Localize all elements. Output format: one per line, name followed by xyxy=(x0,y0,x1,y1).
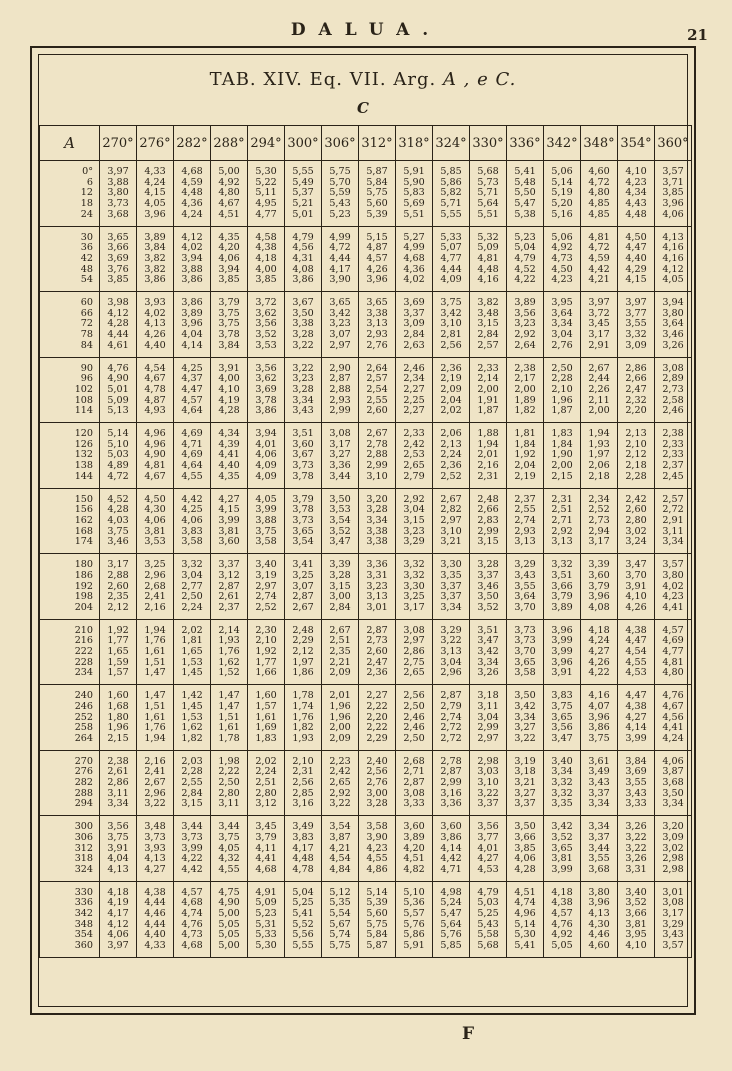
value-cell: 4,16 4,07 3,96 3,86 3,75 xyxy=(581,685,618,751)
value-cell: 2,38 2,17 2,00 1,89 1,82 xyxy=(507,357,544,423)
value-cell: 1,60 1,57 1,61 1,69 1,83 xyxy=(248,685,285,751)
value-cell: 4,51 4,74 4,96 5,14 5,30 5,41 xyxy=(507,881,544,957)
value-cell: 3,60 3,86 4,14 4,42 4,71 xyxy=(433,816,470,882)
value-cell: 4,18 4,38 4,57 4,76 4,92 5,05 xyxy=(544,881,581,957)
value-cell: 2,50 2,28 2,10 1,96 1,87 xyxy=(544,357,581,423)
value-cell: 4,99 4,72 4,44 4,17 3,90 xyxy=(322,226,359,292)
value-cell: 2,02 1,81 1,65 1,53 1,45 xyxy=(174,619,211,685)
value-cell: 2,10 2,31 2,56 2,85 3,16 xyxy=(285,750,322,816)
value-cell: 3,19 3,18 3,21 3,27 3,37 xyxy=(507,750,544,816)
value-cell: 2,87 2,73 2,60 2,47 2,36 xyxy=(359,619,396,685)
column-header: 348° xyxy=(581,126,618,161)
value-cell: 4,50 4,47 4,40 4,29 4,15 xyxy=(618,226,655,292)
value-cell: 3,22 3,23 3,28 3,34 3,43 xyxy=(285,357,322,423)
value-cell: 3,61 3,49 3,43 3,37 3,34 xyxy=(581,750,618,816)
value-cell: 4,60 4,72 4,80 4,85 4,85 xyxy=(581,161,618,227)
value-cell: 4,12 4,02 3,94 3,88 3,86 xyxy=(174,226,211,292)
value-cell: 4,38 4,47 4,54 4,55 4,53 xyxy=(618,619,655,685)
value-cell: 3,97 3,77 3,55 3,32 3,09 xyxy=(618,292,655,358)
value-cell: 3,40 3,19 2,97 2,74 2,52 xyxy=(248,554,285,620)
value-cell: 4,34 4,39 4,41 4,40 4,35 xyxy=(211,423,248,489)
value-cell: 2,78 2,87 2,99 3,16 3,36 xyxy=(433,750,470,816)
value-cell: 2,13 2,10 2,12 2,18 2,28 xyxy=(618,423,655,489)
value-cell: 3,54 3,87 4,21 4,54 4,84 xyxy=(322,816,359,882)
column-header: 282° xyxy=(174,126,211,161)
signature-mark: F xyxy=(462,1024,475,1044)
value-cell: 3,50 3,53 3,54 3,52 3,47 xyxy=(322,488,359,554)
value-cell: 3,32 3,32 3,30 3,25 3,17 xyxy=(396,554,433,620)
value-cell: 1,98 2,22 2,50 2,80 3,11 xyxy=(211,750,248,816)
row-argument-cell: 210 216 222 228 234 xyxy=(40,619,100,685)
row-argument-cell: 240 246 252 258 264 xyxy=(40,685,100,751)
value-cell: 4,98 5,24 5,47 5,64 5,76 5,85 xyxy=(433,881,470,957)
table-row-group xyxy=(40,292,692,358)
value-cell: 5,15 4,87 4,57 4,26 3,96 xyxy=(359,226,396,292)
column-header: 288° xyxy=(211,126,248,161)
value-cell: 2,56 2,50 2,46 2,46 2,50 xyxy=(396,685,433,751)
value-cell: 1,88 1,94 2,01 2,16 2,31 xyxy=(470,423,507,489)
value-cell: 3,01 3,08 3,17 3,29 3,43 3,57 xyxy=(655,881,692,957)
value-cell: 3,42 3,52 3,65 3,81 3,99 xyxy=(544,816,581,882)
value-cell: 2,23 2,42 2,65 2,92 3,22 xyxy=(322,750,359,816)
value-cell: 5,68 5,73 5,71 5,64 5,51 xyxy=(470,161,507,227)
value-cell: 4,54 4,67 4,78 4,87 4,93 xyxy=(137,357,174,423)
value-cell: 3,08 3,17 3,27 3,36 3,44 xyxy=(322,423,359,489)
value-cell: 4,76 4,90 5,01 5,09 5,13 xyxy=(100,357,137,423)
table-row-group xyxy=(40,357,692,423)
value-cell: 1,83 1,84 1,90 2,00 2,15 xyxy=(544,423,581,489)
column-header: 342° xyxy=(544,126,581,161)
value-cell: 3,79 3,75 3,75 3,78 3,84 xyxy=(211,292,248,358)
value-cell: 2,34 2,52 2,73 2,94 3,17 xyxy=(581,488,618,554)
header-row xyxy=(40,126,692,161)
value-cell: 3,56 3,75 3,91 4,04 4,13 xyxy=(100,816,137,882)
value-cell: 3,89 3,56 3,23 2,92 2,64 xyxy=(507,292,544,358)
value-cell: 4,05 3,99 3,88 3,75 3,58 xyxy=(248,488,285,554)
value-cell: 3,18 3,11 3,04 2,99 2,97 xyxy=(470,685,507,751)
value-cell: 4,68 4,59 4,48 4,36 4,24 xyxy=(174,161,211,227)
value-cell: 2,33 2,14 2,00 1,91 1,87 xyxy=(470,357,507,423)
value-cell: 5,41 5,48 5,50 5,47 5,38 xyxy=(507,161,544,227)
value-cell: 3,94 4,01 4,06 4,09 4,09 xyxy=(248,423,285,489)
value-cell: 5,06 4,92 4,73 4,50 4,23 xyxy=(544,226,581,292)
value-cell: 2,16 2,41 2,67 2,96 3,22 xyxy=(137,750,174,816)
page-header xyxy=(0,20,732,44)
value-cell: 3,47 3,70 3,91 4,10 4,26 xyxy=(618,554,655,620)
value-cell: 3,44 3,73 3,99 4,22 4,42 xyxy=(174,816,211,882)
value-cell: 3,65 3,66 3,69 3,76 3,85 xyxy=(100,226,137,292)
value-cell: 2,64 2,57 2,54 2,55 2,60 xyxy=(359,357,396,423)
value-cell: 2,67 2,51 2,35 2,21 2,09 xyxy=(322,619,359,685)
value-cell: 4,79 4,56 4,31 4,08 3,86 xyxy=(285,226,322,292)
value-cell: 2,57 2,72 2,91 3,11 3,34 xyxy=(655,488,692,554)
column-header: 294° xyxy=(248,126,285,161)
value-cell: 4,33 4,24 4,15 4,05 3,96 xyxy=(137,161,174,227)
value-cell: 5,75 5,70 5,59 5,43 5,23 xyxy=(322,161,359,227)
value-cell: 3,94 3,80 3,64 3,46 3,26 xyxy=(655,292,692,358)
value-cell: 2,90 2,87 2,88 2,93 2,99 xyxy=(322,357,359,423)
column-header: 360° xyxy=(655,126,692,161)
value-cell: 2,67 2,78 2,88 2,99 3,10 xyxy=(359,423,396,489)
table-row-group xyxy=(40,750,692,816)
value-cell: 3,08 2,97 2,86 2,75 2,65 xyxy=(396,619,433,685)
value-cell: 2,67 2,82 2,97 3,10 3,21 xyxy=(433,488,470,554)
value-cell: 3,39 3,60 3,79 3,96 4,08 xyxy=(581,554,618,620)
value-cell: 3,57 3,71 3,85 3,96 4,06 xyxy=(655,161,692,227)
value-cell: 4,38 4,44 4,46 4,44 4,40 4,33 xyxy=(137,881,174,957)
value-cell: 3,86 3,89 3,96 4,04 4,14 xyxy=(174,292,211,358)
value-cell: 3,50 3,66 3,85 4,06 4,28 xyxy=(507,816,544,882)
value-cell: 5,30 5,22 5,11 4,95 4,77 xyxy=(248,161,285,227)
value-cell: 4,25 4,37 4,47 4,57 4,64 xyxy=(174,357,211,423)
value-cell: 5,10 5,36 5,57 5,76 5,86 5,91 xyxy=(396,881,433,957)
value-cell: 2,31 2,51 2,71 2,92 3,13 xyxy=(544,488,581,554)
value-cell: 2,03 2,28 2,55 2,84 3,15 xyxy=(174,750,211,816)
value-cell: 1,81 1,84 1,92 2,04 2,19 xyxy=(507,423,544,489)
value-cell: 4,81 4,72 4,59 4,42 4,21 xyxy=(581,226,618,292)
value-cell: 3,29 3,43 3,55 3,64 3,70 xyxy=(507,554,544,620)
table-row-group xyxy=(40,226,692,292)
value-cell: 3,56 3,62 3,69 3,78 3,86 xyxy=(248,357,285,423)
value-cell: 2,30 2,10 1,92 1,77 1,66 xyxy=(248,619,285,685)
value-cell: 3,29 3,22 3,13 3,04 2,96 xyxy=(433,619,470,685)
value-cell: 5,33 5,07 4,77 4,44 4,09 xyxy=(433,226,470,292)
value-cell: 4,75 4,90 5,00 5,05 5,05 5,00 xyxy=(211,881,248,957)
value-cell: 3,36 3,31 3,23 3,13 3,01 xyxy=(359,554,396,620)
value-cell: 5,91 5,90 5,83 5,69 5,51 xyxy=(396,161,433,227)
value-cell: 3,40 3,34 3,32 3,32 3,35 xyxy=(544,750,581,816)
value-cell: 5,00 4,92 4,80 4,67 4,51 xyxy=(211,161,248,227)
value-cell: 3,91 4,00 4,10 4,19 4,28 xyxy=(211,357,248,423)
value-cell: 1,47 1,47 1,51 1,61 1,78 xyxy=(211,685,248,751)
value-cell: 3,25 2,96 2,68 2,41 2,16 xyxy=(137,554,174,620)
value-cell: 4,35 4,20 4,06 3,94 3,85 xyxy=(211,226,248,292)
value-cell: 4,50 4,30 4,06 3,81 3,53 xyxy=(137,488,174,554)
value-cell: 4,06 3,87 3,68 3,50 3,34 xyxy=(655,750,692,816)
value-cell: 2,46 2,34 2,27 2,25 2,27 xyxy=(396,357,433,423)
running-title: DALUA. xyxy=(290,20,442,40)
column-header: 276° xyxy=(137,126,174,161)
value-cell: 1,60 1,68 1,80 1,96 2,15 xyxy=(100,685,137,751)
value-cell: 3,75 3,42 3,10 2,81 2,56 xyxy=(433,292,470,358)
value-cell: 3,34 3,37 3,44 3,55 3,68 xyxy=(581,816,618,882)
value-cell: 3,51 3,60 3,67 3,73 3,78 xyxy=(285,423,322,489)
column-header: 318° xyxy=(396,126,433,161)
value-cell: 2,98 3,03 3,10 3,22 3,37 xyxy=(470,750,507,816)
table-row-group xyxy=(40,619,692,685)
value-cell: 2,92 3,04 3,15 3,23 3,29 xyxy=(396,488,433,554)
value-cell: 3,44 3,75 4,05 4,32 4,55 xyxy=(211,816,248,882)
value-cell: 2,37 2,55 2,74 2,93 3,13 xyxy=(507,488,544,554)
row-argument-cell: 330 336 342 348 354 360 xyxy=(40,881,100,957)
value-cell: 3,93 4,02 4,13 4,26 4,40 xyxy=(137,292,174,358)
value-cell: 2,86 2,66 2,47 2,32 2,20 xyxy=(618,357,655,423)
value-cell: 3,50 3,42 3,34 3,27 3,22 xyxy=(507,685,544,751)
value-cell: 4,79 5,03 5,25 5,43 5,58 5,68 xyxy=(470,881,507,957)
table-frame xyxy=(30,46,696,1015)
table-title xyxy=(39,69,687,90)
value-cell: 3,79 3,78 3,73 3,65 3,54 xyxy=(285,488,322,554)
row-argument-cell: 90 96 102 108 114 xyxy=(40,357,100,423)
row-argument-cell: 150 156 162 168 174 xyxy=(40,488,100,554)
value-cell: 1,42 1,45 1,53 1,62 1,82 xyxy=(174,685,211,751)
value-cell: 5,27 4,99 4,68 4,36 4,02 xyxy=(396,226,433,292)
value-cell: 3,28 3,37 3,46 3,50 3,52 xyxy=(470,554,507,620)
value-cell: 2,33 2,42 2,53 2,65 2,79 xyxy=(396,423,433,489)
value-cell: 2,02 2,24 2,51 2,80 3,12 xyxy=(248,750,285,816)
value-cell: 3,37 3,12 2,87 2,61 2,37 xyxy=(211,554,248,620)
value-cell: 4,91 5,09 5,23 5,31 5,33 5,30 xyxy=(248,881,285,957)
value-cell: 4,69 4,71 4,69 4,64 4,55 xyxy=(174,423,211,489)
table-title-prefix: TAB. XIV. Eq. VII. Arg. xyxy=(209,69,437,90)
equation-table xyxy=(39,125,692,958)
row-argument-cell: 180 186 192 198 204 xyxy=(40,554,100,620)
value-cell: 2,01 1,96 1,96 2,00 2,09 xyxy=(322,685,359,751)
table-row-group xyxy=(40,161,692,227)
row-argument-header: A xyxy=(40,126,100,161)
column-header: 324° xyxy=(433,126,470,161)
value-cell: 4,96 4,96 4,90 4,81 4,67 xyxy=(137,423,174,489)
value-cell: 2,40 2,56 2,76 3,00 3,28 xyxy=(359,750,396,816)
column-header: 336° xyxy=(507,126,544,161)
value-cell: 2,14 1,93 1,76 1,62 1,52 xyxy=(211,619,248,685)
value-cell: 3,26 3,22 3,22 3,26 3,31 xyxy=(618,816,655,882)
value-cell: 3,41 3,25 3,07 2,87 2,67 xyxy=(285,554,322,620)
value-cell: 2,68 2,71 2,87 3,08 3,33 xyxy=(396,750,433,816)
value-cell: 3,51 3,47 3,42 3,34 3,26 xyxy=(470,619,507,685)
value-cell: 3,80 3,96 4,13 4,30 4,46 4,60 xyxy=(581,881,618,957)
value-cell: 2,38 2,33 2,33 2,37 2,45 xyxy=(655,423,692,489)
value-cell: 3,32 3,04 2,77 2,50 2,24 xyxy=(174,554,211,620)
value-cell: 3,69 3,37 3,09 2,84 2,63 xyxy=(396,292,433,358)
value-cell: 5,87 5,84 5,75 5,60 5,39 xyxy=(359,161,396,227)
row-argument-cell: 120 126 132 138 144 xyxy=(40,423,100,489)
value-cell: 5,12 5,35 5,54 5,67 5,74 5,75 xyxy=(322,881,359,957)
value-cell: 5,06 5,14 5,19 5,20 5,16 xyxy=(544,161,581,227)
value-cell: 2,27 2,22 2,20 2,22 2,29 xyxy=(359,685,396,751)
value-cell: 3,60 3,89 4,20 4,51 4,82 xyxy=(396,816,433,882)
value-cell: 3,67 3,50 3,38 3,28 3,22 xyxy=(285,292,322,358)
value-cell: 3,39 3,28 3,15 3,00 2,84 xyxy=(322,554,359,620)
value-cell: 2,36 2,19 2,09 2,04 2,02 xyxy=(433,357,470,423)
value-cell: 3,20 3,09 3,02 2,98 2,98 xyxy=(655,816,692,882)
table-row-group xyxy=(40,423,692,489)
value-cell: 3,30 3,35 3,37 3,37 3,34 xyxy=(433,554,470,620)
value-cell: 3,82 3,48 3,15 2,84 2,57 xyxy=(470,292,507,358)
value-cell: 3,98 4,12 4,28 4,44 4,61 xyxy=(100,292,137,358)
value-cell: 3,57 3,80 4,02 4,23 4,41 xyxy=(655,554,692,620)
value-cell: 2,48 2,29 2,12 1,97 1,86 xyxy=(285,619,322,685)
value-cell: 2,67 2,44 2,26 2,11 2,00 xyxy=(581,357,618,423)
table-row-group xyxy=(40,554,692,620)
value-cell: 4,47 4,38 4,27 4,14 3,99 xyxy=(618,685,655,751)
column-argument-label: C xyxy=(357,99,369,117)
column-header: 306° xyxy=(322,126,359,161)
table-inner-frame xyxy=(38,54,688,1007)
value-cell: 3,58 3,90 4,23 4,55 4,86 xyxy=(359,816,396,882)
row-argument-cell: 300 306 312 318 324 xyxy=(40,816,100,882)
value-cell: 3,83 3,75 3,65 3,56 3,47 xyxy=(544,685,581,751)
value-cell: 1,94 1,93 1,97 2,06 2,18 xyxy=(581,423,618,489)
value-cell: 3,97 3,72 3,45 3,17 2,91 xyxy=(581,292,618,358)
value-cell: 2,48 2,66 2,83 2,99 3,15 xyxy=(470,488,507,554)
value-cell: 2,87 2,79 2,74 2,72 2,72 xyxy=(433,685,470,751)
table-body xyxy=(40,161,692,958)
value-cell: 3,48 3,73 3,93 4,13 4,27 xyxy=(137,816,174,882)
value-cell: 5,55 5,49 5,37 5,21 5,01 xyxy=(285,161,322,227)
value-cell: 3,72 3,62 3,56 3,52 3,53 xyxy=(248,292,285,358)
value-cell: 4,57 4,69 4,77 4,81 4,80 xyxy=(655,619,692,685)
value-cell: 3,95 3,64 3,34 3,04 2,76 xyxy=(544,292,581,358)
value-cell: 3,89 3,84 3,82 3,82 3,86 xyxy=(137,226,174,292)
value-cell: 4,76 4,67 4,56 4,41 4,24 xyxy=(655,685,692,751)
row-argument-cell: 0° 6 12 18 24 xyxy=(40,161,100,227)
value-cell: 5,23 5,04 4,79 4,52 4,22 xyxy=(507,226,544,292)
table-row-group xyxy=(40,685,692,751)
value-cell: 1,47 1,51 1,61 1,76 1,94 xyxy=(137,685,174,751)
value-cell: 4,42 4,25 4,06 3,83 3,58 xyxy=(174,488,211,554)
value-cell: 4,13 4,16 4,16 4,12 4,05 xyxy=(655,226,692,292)
column-header: 270° xyxy=(100,126,137,161)
column-header: 312° xyxy=(359,126,396,161)
table-row-group xyxy=(40,881,692,957)
value-cell: 4,18 4,24 4,27 4,26 4,22 xyxy=(581,619,618,685)
value-cell: 5,14 5,39 5,60 5,75 5,84 5,87 xyxy=(359,881,396,957)
value-cell: 3,97 3,88 3,80 3,73 3,68 xyxy=(100,161,137,227)
row-argument-cell: 60 66 72 78 84 xyxy=(40,292,100,358)
value-cell: 5,04 5,25 5,41 5,52 5,56 5,55 xyxy=(285,881,322,957)
value-cell: 1,92 1,77 1,65 1,59 1,57 xyxy=(100,619,137,685)
value-cell: 3,20 3,28 3,34 3,38 3,38 xyxy=(359,488,396,554)
value-cell: 3,84 3,69 3,55 3,43 3,33 xyxy=(618,750,655,816)
value-cell: 1,94 1,76 1,61 1,51 1,47 xyxy=(137,619,174,685)
value-cell: 4,58 4,38 4,18 4,00 3,85 xyxy=(248,226,285,292)
value-cell: 4,27 4,15 3,99 3,81 3,60 xyxy=(211,488,248,554)
column-header: 300° xyxy=(285,126,322,161)
value-cell: 5,14 5,10 5,03 4,89 4,72 xyxy=(100,423,137,489)
value-cell: 2,38 2,61 2,86 3,11 3,34 xyxy=(100,750,137,816)
row-argument-cell: 30 36 42 48 54 xyxy=(40,226,100,292)
value-cell: 3,65 3,38 3,13 2,93 2,76 xyxy=(359,292,396,358)
value-cell: 3,45 3,79 4,11 4,41 4,68 xyxy=(248,816,285,882)
table-row-group xyxy=(40,488,692,554)
value-cell: 2,42 2,60 2,80 3,02 3,24 xyxy=(618,488,655,554)
value-cell: 3,96 3,99 3,99 3,96 3,91 xyxy=(544,619,581,685)
row-argument-cell: 270 276 282 288 294 xyxy=(40,750,100,816)
value-cell: 5,85 5,86 5,82 5,71 5,55 xyxy=(433,161,470,227)
value-cell: 3,40 3,52 3,66 3,81 3,95 4,10 xyxy=(618,881,655,957)
value-cell: 4,52 4,28 4,03 3,75 3,46 xyxy=(100,488,137,554)
value-cell: 3,73 3,73 3,70 3,65 3,58 xyxy=(507,619,544,685)
value-cell: 3,56 3,77 4,01 4,27 4,53 xyxy=(470,816,507,882)
value-cell: 1,78 1,74 1,76 1,82 1,93 xyxy=(285,685,322,751)
value-cell: 4,18 4,19 4,17 4,12 4,06 3,97 xyxy=(100,881,137,957)
value-cell: 5,32 5,09 4,81 4,48 4,16 xyxy=(470,226,507,292)
value-cell: 3,32 3,51 3,66 3,79 3,89 xyxy=(544,554,581,620)
page-number: 21 xyxy=(687,26,708,44)
column-header: 330° xyxy=(470,126,507,161)
value-cell: 3,08 2,89 2,73 2,58 2,46 xyxy=(655,357,692,423)
value-cell: 2,06 2,13 2,24 2,36 2,52 xyxy=(433,423,470,489)
value-cell: 3,17 2,88 2,60 2,35 2,12 xyxy=(100,554,137,620)
value-cell: 4,10 4,23 4,34 4,43 4,48 xyxy=(618,161,655,227)
table-title-arguments: A , e C. xyxy=(442,69,517,90)
table-row-group xyxy=(40,816,692,882)
value-cell: 3,65 3,42 3,23 3,07 2,97 xyxy=(322,292,359,358)
value-cell: 3,49 3,83 4,17 4,48 4,78 xyxy=(285,816,322,882)
value-cell: 4,57 4,68 4,74 4,76 4,73 4,68 xyxy=(174,881,211,957)
column-header: 354° xyxy=(618,126,655,161)
